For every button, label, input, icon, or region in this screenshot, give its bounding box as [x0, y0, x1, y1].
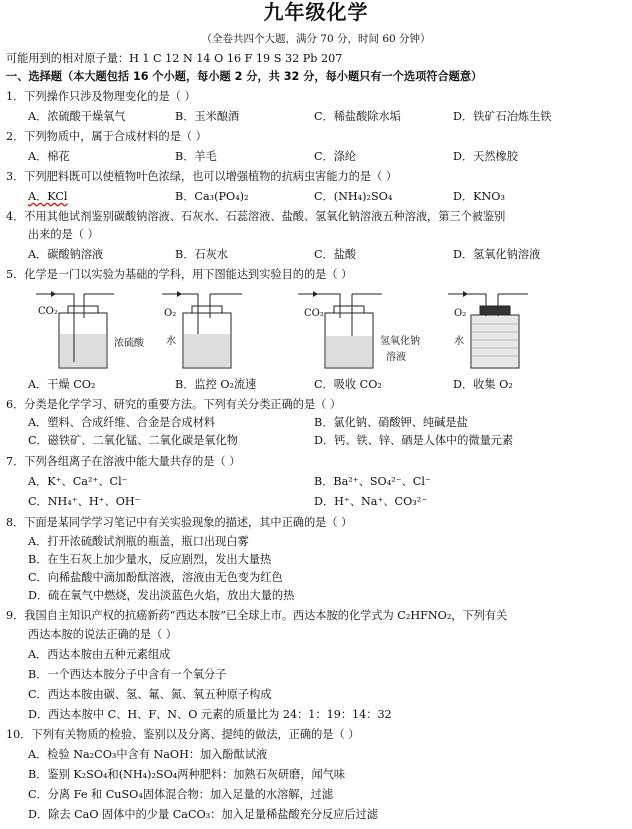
- question-2-option-c: C．涤纶: [314, 150, 357, 163]
- question-10-stem: 10．下列有关物质的检验、鉴别以及分离、提纯的做法，正确的是（ ）: [6, 728, 360, 741]
- question-1-option-c: C．稀盐酸除水垢: [314, 110, 401, 123]
- question-2-option-d: D．天然橡胶: [453, 150, 518, 163]
- question-7-option-c: C．NH₄⁺、H⁺、OH⁻: [28, 495, 141, 508]
- question-7-option-a: A．K⁺、Ca²⁺、Cl⁻: [28, 475, 128, 488]
- apparatus-b-liquid-label: 水: [166, 336, 176, 347]
- gas-bottle-icon: [160, 284, 280, 374]
- question-5-option-b: B．监控 O₂流速: [175, 378, 257, 391]
- question-1-option-a: A．浓硫酸干燥氧气: [28, 110, 126, 123]
- question-5-option-c: C．吸收 CO₂: [314, 378, 382, 391]
- question-4-option-a: A．碳酸钠溶液: [28, 248, 104, 261]
- apparatus-d-liquid-label: 水: [454, 336, 464, 347]
- question-3-option-b: B．Ca₃(PO₄)₂: [175, 190, 249, 203]
- gas-bottle-icon: [34, 284, 154, 374]
- question-8-option-a: A．打开浓硫酸试剂瓶的瓶盖，瓶口出现白雾: [28, 535, 249, 548]
- apparatus-c-liquid-label-1: 氢氧化钠: [380, 336, 420, 347]
- question-6-option-b: B．氯化钠、硝酸钾、纯碱是盐: [314, 416, 468, 429]
- apparatus-c-diagram: [296, 284, 446, 374]
- question-9-option-b: B．一个西达本胺分子中含有一个氧分子: [28, 668, 227, 681]
- question-3-option-d: D．KNO₃: [453, 190, 505, 203]
- question-3-option-a: A．KCl: [28, 190, 68, 203]
- question-10-option-b: B．鉴别 K₂SO₄和(NH₄)₂SO₄两种肥料：加熟石灰研磨，闻气味: [28, 768, 346, 781]
- question-8-option-c: C．向稀盐酸中滴加酚酞溶液，溶液由无色变为红色: [28, 571, 283, 584]
- apparatus-a-diagram: [34, 284, 154, 374]
- question-7-option-b: B．Ba²⁺、SO₄²⁻、Cl⁻: [314, 475, 431, 488]
- question-9-option-d: D．西达本胺中 C、H、F、N、O 元素的质量比为 24：1：19：14：32: [28, 708, 392, 721]
- question-9-option-a: A．西达本胺由五种元素组成: [28, 648, 171, 661]
- apparatus-b-diagram: [160, 284, 280, 374]
- question-10-option-c: C．分离 Fe 和 CuSO₄固体混合物：加入足量的水溶解，过滤: [28, 788, 334, 801]
- question-9-stem-line1: 9．我国自主知识产权的抗癌新药“西达本胺”已全球上市。西达本胺的化学式为 C₂HFNO₂，下列有关: [6, 609, 508, 622]
- question-4-option-b: B．石灰水: [175, 248, 228, 261]
- question-6-stem: 6．分类是化学学习、研究的重要方法。下列有关分类正确的是（ ）: [6, 398, 342, 411]
- question-5-option-a: A．干燥 CO₂: [28, 378, 96, 391]
- section-heading: 一、选择题（本大题包括 16 个小题，每小题 2 分，共 32 分，每小题只有一个选项符合题意）: [6, 70, 483, 83]
- question-4-option-d: D．氢氧化钠溶液: [453, 248, 541, 261]
- apparatus-d-gas-label: O₂: [454, 308, 467, 319]
- question-7-stem: 7．下列各组离子在溶液中能大量共存的是（ ）: [6, 455, 241, 468]
- question-8-option-b: B．在生石灰上加少量水，反应剧烈，发出大量热: [28, 553, 272, 566]
- question-1-option-d: D．铁矿石冶炼生铁: [453, 110, 552, 123]
- apparatus-c-liquid-label-2: 溶液: [386, 352, 406, 363]
- question-5-stem: 5．化学是一门以实验为基础的学科，用下图能达到实验目的的是（ ）: [6, 268, 353, 281]
- question-4-stem-line2: 出来的是（ ）: [28, 228, 99, 241]
- question-4-stem-line1: 4．不用其他试剂鉴别碳酸钠溶液、石灰水、石蕊溶液、盐酸、氢氧化钠溶液五种溶液，第三个被鉴别: [6, 210, 506, 223]
- question-5-option-d: D．收集 O₂: [453, 378, 513, 391]
- apparatus-b-gas-label: O₂: [164, 308, 177, 319]
- question-6-option-d: D．钙、铁、锌、硒是人体中的微量元素: [314, 434, 514, 447]
- question-4-option-c: C．盐酸: [314, 248, 357, 261]
- question-10-option-a: A．检验 Na₂CO₃中含有 NaOH：加入酚酞试液: [28, 748, 268, 761]
- question-2-stem: 2．下列物质中，属于合成材料的是（ ）: [6, 130, 207, 143]
- question-8-stem: 8．下面是某同学学习笔记中有关实验现象的描述，其中正确的是（ ）: [6, 516, 353, 529]
- question-9-option-c: C．西达本胺由碳、氢、氟、氮、氧五种原子构成: [28, 688, 272, 701]
- question-6-option-a: A．塑料、合成纤维、合金是合成材料: [28, 416, 216, 429]
- atomic-masses: 可能用到的相对原子量：H 1 C 12 N 14 O 16 F 19 S 32 Pb 207: [6, 52, 343, 65]
- question-10-option-d: D．除去 CaO 固体中的少量 CaCO₃：加入足量稀盐酸充分反应后过滤: [28, 808, 378, 821]
- exam-info: （全卷共四个大题，满分 70 分，时间 60 分钟）: [201, 33, 431, 45]
- question-1-option-b: B．玉米酿酒: [175, 110, 240, 123]
- apparatus-d-diagram: [446, 284, 566, 374]
- gas-bottle-icon: [446, 284, 566, 374]
- question-3-option-c: C．(NH₄)₂SO₄: [314, 190, 393, 203]
- apparatus-c-gas-label: CO₂: [304, 308, 324, 319]
- apparatus-a-gas-label: CO₂: [38, 306, 58, 317]
- gas-bottle-icon: [296, 284, 446, 374]
- question-2-option-b: B．羊毛: [175, 150, 217, 163]
- question-1-stem: 1．下列操作只涉及物理变化的是（ ）: [6, 90, 196, 103]
- question-2-option-a: A．棉花: [28, 150, 70, 163]
- apparatus-a-liquid-label: 浓硫酸: [114, 338, 144, 349]
- question-9-stem-line2: 西达本胺的说法正确的是（ ）: [28, 628, 177, 641]
- question-3-stem: 3．下列肥料既可以使植物叶色浓绿，也可以增强植物的抗病虫害能力的是（ ）: [6, 170, 398, 183]
- question-6-option-c: C．磁铁矿、二氧化锰、二氧化碳是氧化物: [28, 434, 238, 447]
- question-8-option-d: D．硫在氧气中燃烧，发出淡蓝色火焰，放出大量的热: [28, 589, 295, 602]
- page-title: 九年级化学: [263, 0, 369, 24]
- question-7-option-d: D．H⁺、Na⁺、CO₃²⁻: [314, 495, 428, 508]
